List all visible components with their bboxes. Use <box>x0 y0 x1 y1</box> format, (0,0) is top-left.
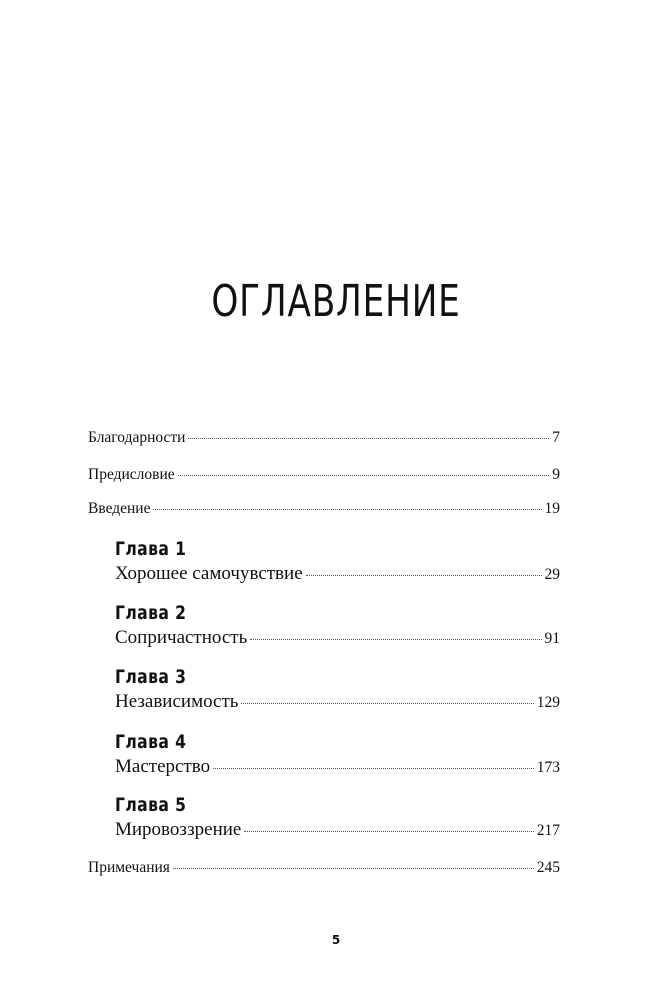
dot-leader <box>250 639 541 640</box>
toc-page-number: 245 <box>536 859 560 876</box>
toc-page-number: 7 <box>552 429 560 446</box>
toc-entry-introduction[interactable] <box>88 500 560 518</box>
toc-entry-chapter-4[interactable] <box>115 756 560 778</box>
dot-leader <box>188 438 549 439</box>
toc-entry-label: Независимость <box>115 691 239 712</box>
toc-entry-label: Мировоззрение <box>115 819 242 840</box>
toc-entry-label: Примечания <box>88 859 170 876</box>
toc-page-number: 9 <box>552 466 560 483</box>
dot-leader <box>213 768 534 769</box>
toc-page-number: 91 <box>544 630 560 647</box>
chapter-5-heading: Глава 5 <box>115 794 187 816</box>
dot-leader <box>244 831 533 832</box>
toc-entry-label: Хорошее самочувствие <box>115 563 303 584</box>
toc-entry-label: Введение <box>88 500 151 517</box>
toc-page-number: 19 <box>544 500 560 517</box>
toc-entry-chapter-3[interactable] <box>115 691 560 713</box>
toc-entry-preface[interactable] <box>88 466 560 484</box>
chapter-4-heading: Глава 4 <box>115 731 187 753</box>
dot-leader <box>173 868 534 869</box>
toc-entry-chapter-2[interactable] <box>115 627 560 649</box>
chapter-3-heading: Глава 3 <box>115 666 187 688</box>
toc-entry-chapter-1[interactable] <box>115 563 560 585</box>
toc-page-number: 173 <box>536 759 560 776</box>
dot-leader <box>306 575 542 576</box>
toc-entry-chapter-5[interactable] <box>115 819 560 841</box>
dot-leader <box>241 703 533 704</box>
page-title: ОГЛАВЛЕНИЕ <box>211 276 461 327</box>
toc-page-number: 29 <box>544 566 560 583</box>
toc-page-number: 129 <box>536 694 560 711</box>
toc-entry-acknowledgements[interactable] <box>88 429 560 447</box>
chapter-2-heading: Глава 2 <box>115 602 187 624</box>
toc-entry-label: Предисловие <box>88 466 175 483</box>
toc-entry-label: Благодарности <box>88 429 186 446</box>
toc-entry-label: Мастерство <box>115 756 211 777</box>
toc-entry-notes[interactable] <box>88 859 560 877</box>
toc-entry-label: Сопричастность <box>115 627 248 648</box>
toc-page-number: 217 <box>536 822 560 839</box>
dot-leader <box>153 509 541 510</box>
dot-leader <box>178 475 550 476</box>
chapter-1-heading: Глава 1 <box>115 538 187 560</box>
page-number-folio: 5 <box>331 933 341 947</box>
